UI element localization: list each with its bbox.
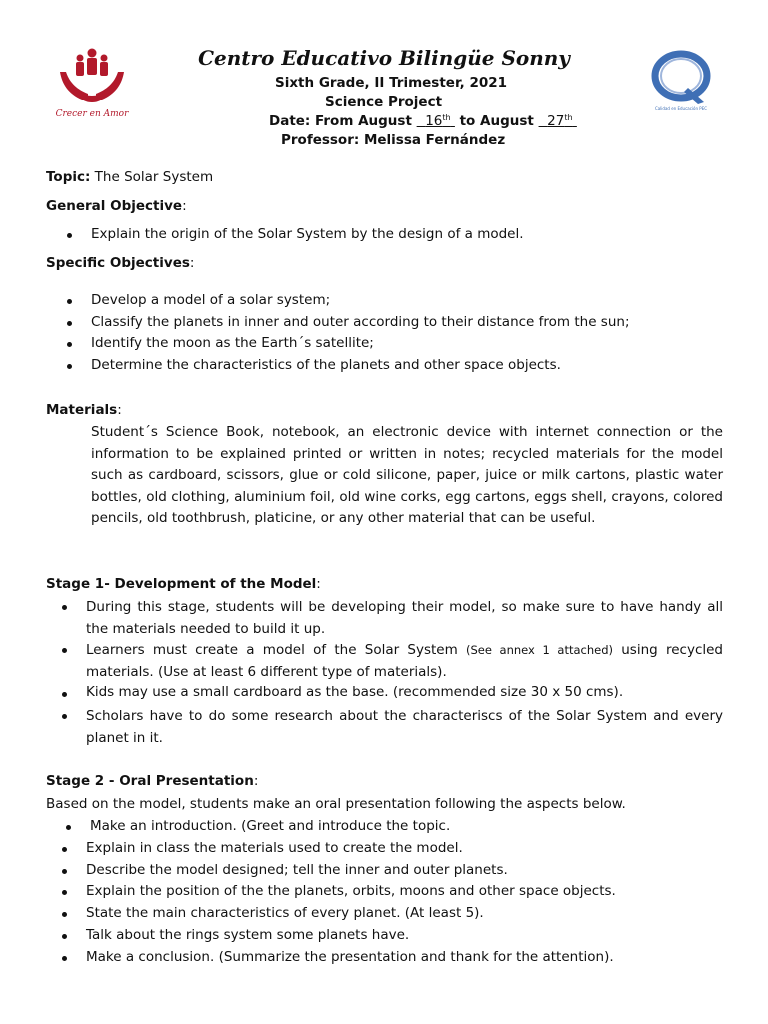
topic-label: Topic: <box>46 169 91 185</box>
stage2-intro: Based on the model, students make an oral presentation following the aspects below. <box>46 796 626 812</box>
bullet-icon <box>62 956 67 961</box>
professor-line: Professor: Melissa Fernández <box>281 132 506 148</box>
bullet-icon <box>62 692 67 697</box>
list-item: Talk about the rings system some planets have. <box>86 927 410 943</box>
list-item: Explain the origin of the Solar System by the design of a model. <box>91 226 524 242</box>
date-line <box>269 113 577 129</box>
bullet-icon <box>62 847 67 852</box>
materials-heading: Materials: <box>46 402 122 418</box>
stage2-heading: Stage 2 - Oral Presentation: <box>46 773 259 789</box>
bullet-icon <box>62 869 67 874</box>
bullet-icon <box>62 912 67 917</box>
bullet-icon <box>67 321 72 326</box>
stage1-heading: Stage 1- Development of the Model: <box>46 576 321 592</box>
date-mid: to August <box>454 113 539 129</box>
topic-line <box>46 167 213 189</box>
bullet-icon <box>67 342 72 347</box>
bullet-icon <box>66 825 71 830</box>
general-objective-heading: General Objective: <box>46 198 187 214</box>
list-item: Describe the model designed; tell the inner and outer planets. <box>86 862 508 878</box>
logo-caption: Crecer en Amor <box>55 109 129 119</box>
bullet-icon <box>62 714 67 719</box>
bullet-icon <box>62 890 67 895</box>
list-item: Make a conclusion. (Summarize the presentation and thank for the attention). <box>86 949 614 965</box>
list-item: Explain the position of the the planets, orbits, moons and other space objects. <box>86 883 616 899</box>
specific-objectives-heading: Specific Objectives: <box>46 255 195 271</box>
list-item: During this stage, students will be developing their model, so make sure to have handy all the materials needed to build it up. <box>86 599 723 637</box>
list-item: Make an introduction. (Greet and introduce the topic. <box>90 818 451 834</box>
list-item: Identify the moon as the Earth´s satellite; <box>91 335 374 351</box>
date-prefix: Date: From August <box>269 113 417 129</box>
bullet-icon <box>67 299 72 304</box>
list-item: Classify the planets in inner and outer according to their distance from the sun; <box>91 314 630 330</box>
list-item: Kids may use a small cardboard as the base. (recommended size 30 x 50 cms). <box>86 684 624 700</box>
list-item: Determine the characteristics of the planets and other space objects. <box>91 357 561 373</box>
seal-caption: Calidad en Educación PEC <box>654 106 708 111</box>
list-item: Explain in class the materials used to create the model. <box>86 840 463 856</box>
grade-line: Sixth Grade, II Trimester, 2021 <box>275 75 508 91</box>
bullet-icon <box>62 605 67 610</box>
date-to: 27th <box>547 113 573 129</box>
date-from: 16th <box>425 113 451 129</box>
bullet-icon <box>62 648 67 653</box>
project-title: Science Project <box>325 94 443 110</box>
list-item: Learners must create a model of the Solar System (See annex 1 attached) using recycled materials. (Use at least 6 different type of materials). <box>86 642 723 680</box>
list-item: Develop a model of a solar system; <box>91 292 331 308</box>
bullet-icon <box>62 934 67 939</box>
list-item: Scholars have to do some research about the characteriscs of the Solar System and every planet in it. <box>86 708 723 746</box>
materials-paragraph: Student´s Science Book, notebook, an electronic device with internet connection or the information to be explained printed or written in notes; recycled materials for the model such as cardboard, scissors, glue or cold silicone, paper, juice or milk cartons, plastic water bottles, old clothing, aluminium foil, old wine corks, egg cartons, eggs shell, crayons, colored pencils, old toothbrush, platicine, or any other material that can be useful. <box>91 424 723 527</box>
topic-value: The Solar System <box>90 169 214 185</box>
list-item: State the main characteristics of every planet. (At least 5). <box>86 905 484 921</box>
bullet-icon <box>67 233 72 238</box>
bullet-icon <box>67 364 72 369</box>
school-name: Centro Educativo Bilingüe Sonny <box>198 46 570 70</box>
